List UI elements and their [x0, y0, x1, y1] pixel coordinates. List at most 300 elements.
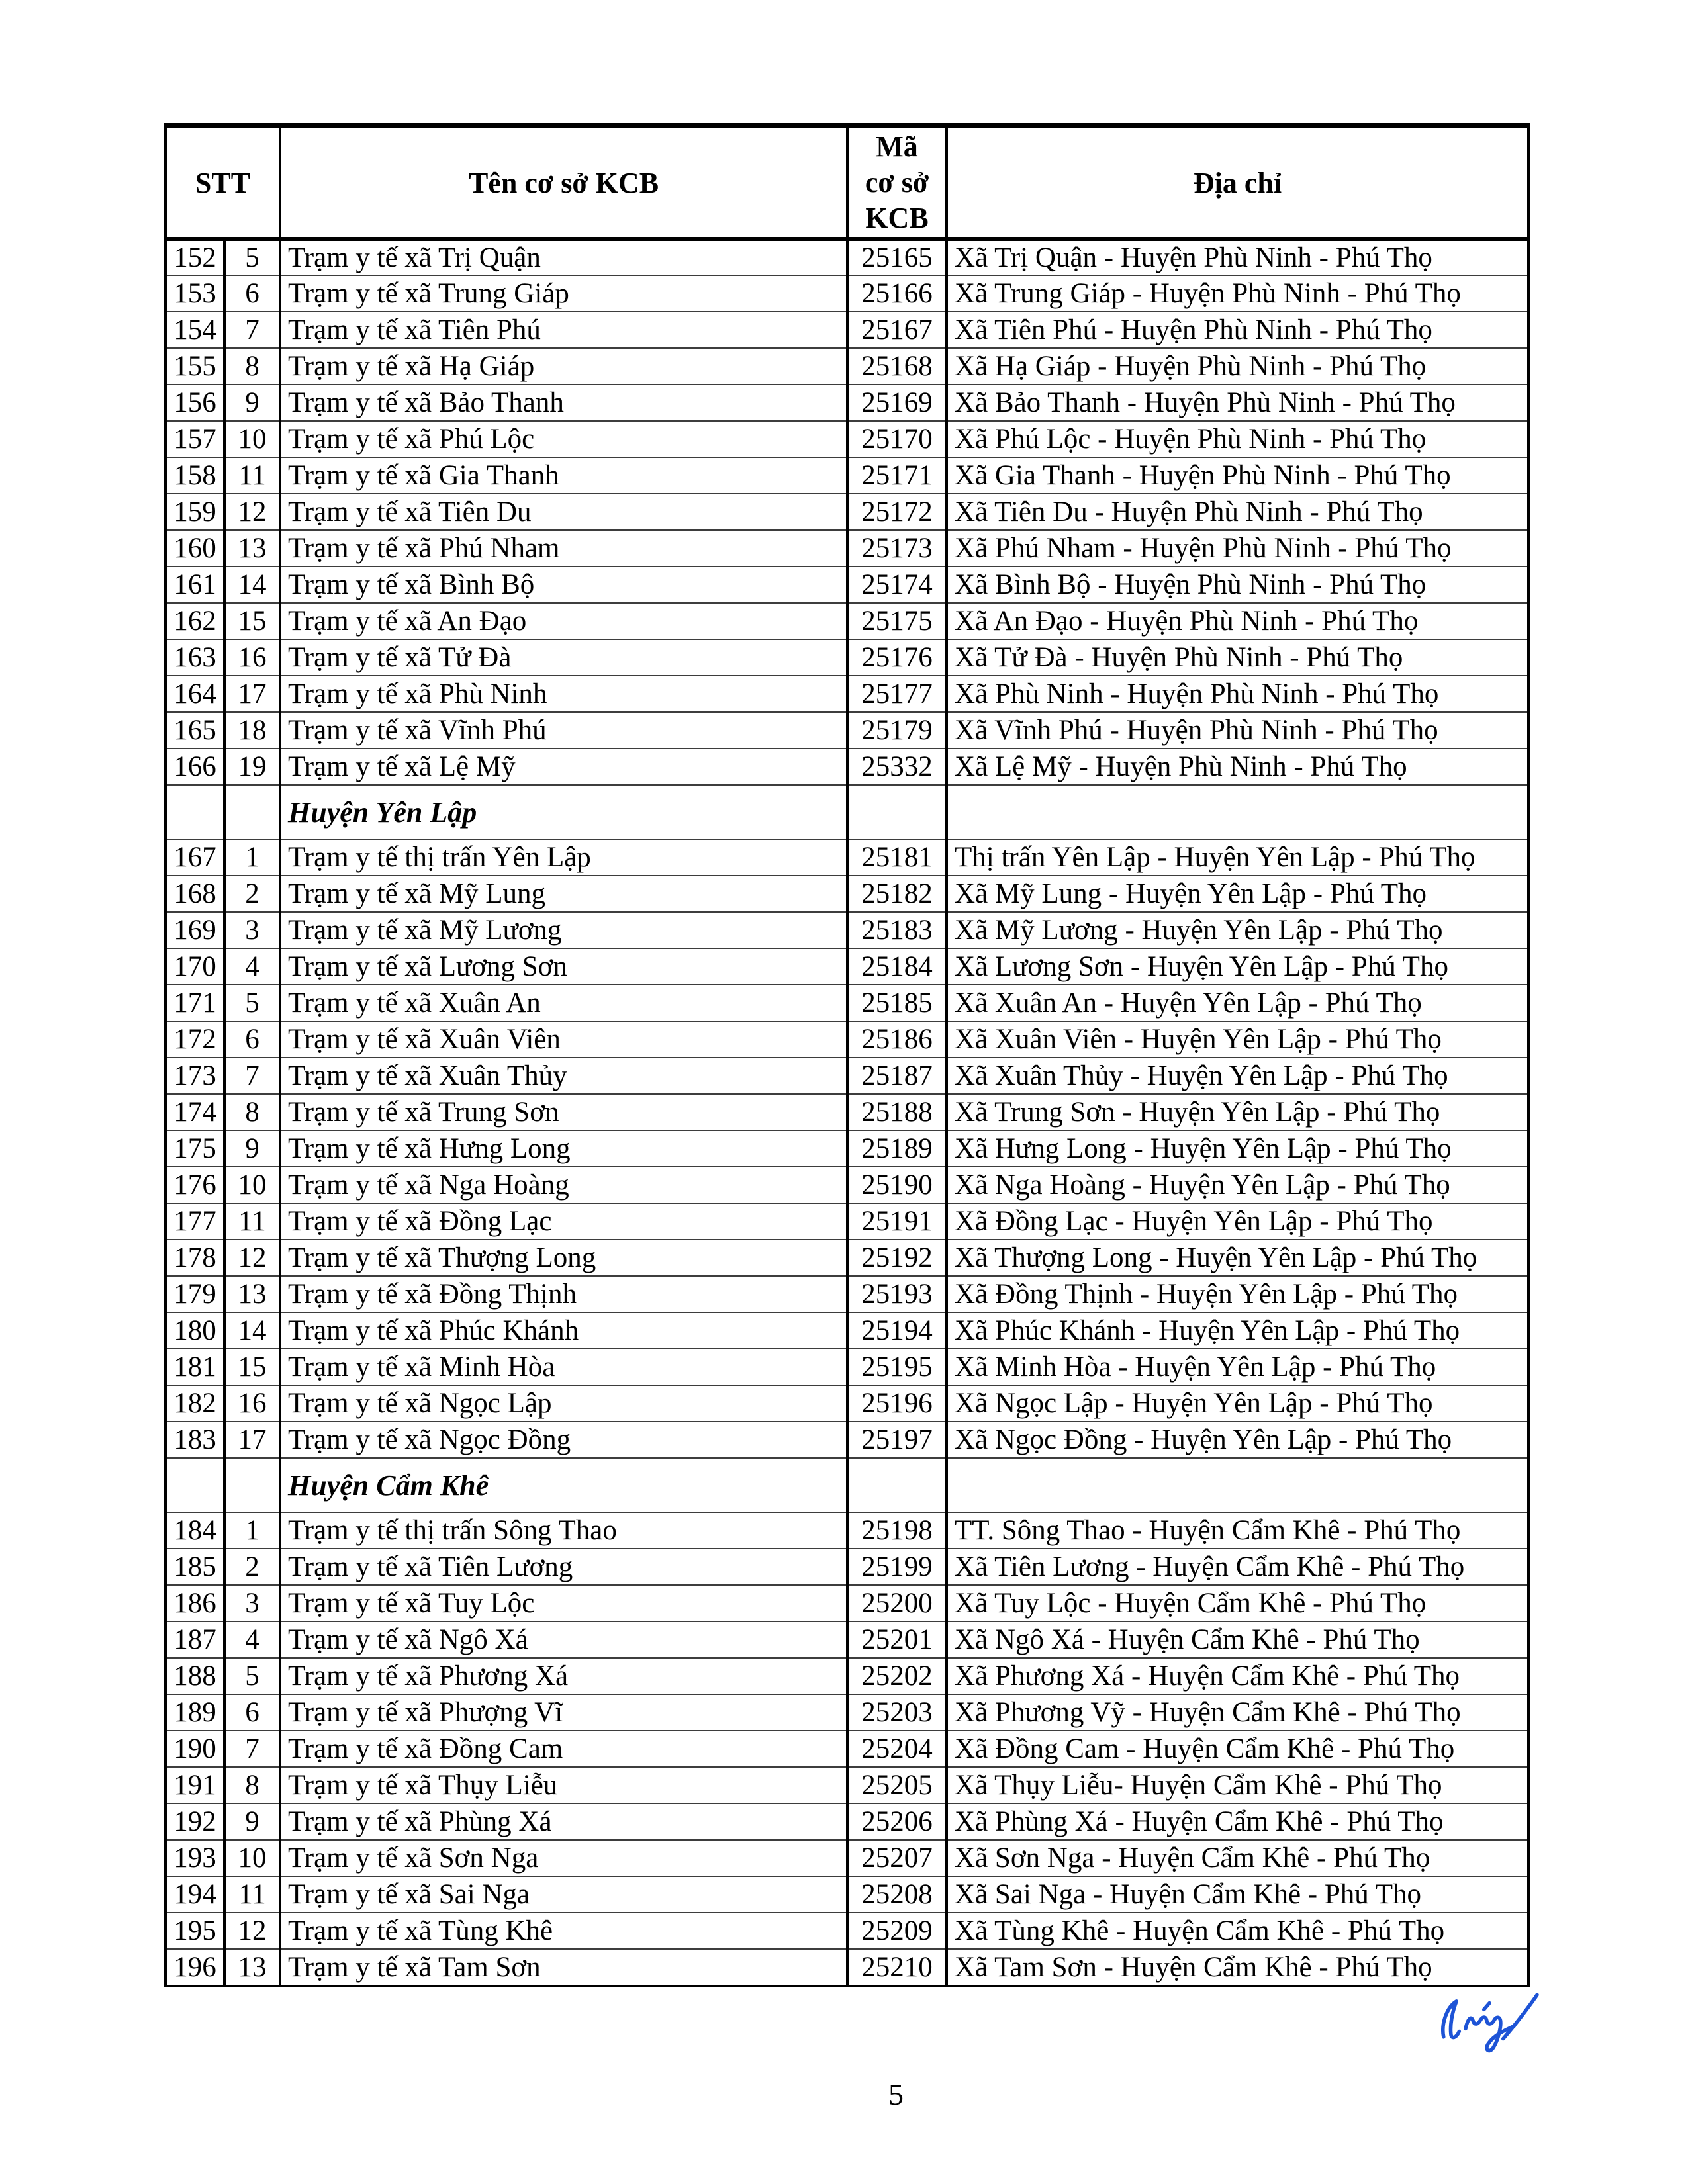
- table-row: [165, 1385, 1528, 1422]
- facility-name-cell: Trạm y tế xã Xuân Thủy: [280, 1058, 847, 1094]
- table-row: [165, 494, 1528, 530]
- table-row: [165, 1840, 1528, 1876]
- table-row: [165, 239, 1528, 275]
- address-cell: Xã Tuy Lộc - Huyện Cẩm Khê - Phú Thọ: [947, 1585, 1528, 1621]
- row-overall-number-cell: 152: [165, 239, 224, 275]
- address-cell: Xã Phú Nham - Huyện Phù Ninh - Phú Thọ: [947, 530, 1528, 567]
- facility-code-header-line1: Mã: [876, 130, 918, 163]
- district-name-label: Huyện Cẩm Khê: [280, 1458, 847, 1512]
- row-district-number-cell: 4: [224, 948, 280, 985]
- address-cell: Xã Tùng Khê - Huyện Cẩm Khê - Phú Thọ: [947, 1913, 1528, 1949]
- address-cell: Xã Đồng Lạc - Huyện Yên Lập - Phú Thọ: [947, 1203, 1528, 1240]
- facility-code-cell: 25168: [847, 348, 947, 385]
- row-district-number-cell: 13: [224, 1949, 280, 1985]
- row-overall-number-cell: 179: [165, 1276, 224, 1312]
- empty-cell: [847, 785, 947, 839]
- row-overall-number-cell: 191: [165, 1767, 224, 1803]
- address-cell: Xã Trung Giáp - Huyện Phù Ninh - Phú Thọ: [947, 275, 1528, 312]
- facility-code-cell: 25206: [847, 1803, 947, 1840]
- facility-name-cell: Trạm y tế xã Lương Sơn: [280, 948, 847, 985]
- facility-table-body: [165, 239, 1528, 1985]
- row-overall-number-cell: 170: [165, 948, 224, 985]
- facility-code-cell: 25197: [847, 1422, 947, 1458]
- address-cell: Xã Xuân Thủy - Huyện Yên Lập - Phú Thọ: [947, 1058, 1528, 1094]
- row-overall-number-cell: 193: [165, 1840, 224, 1876]
- address-cell: Xã Phùng Xá - Huyện Cẩm Khê - Phú Thọ: [947, 1803, 1528, 1840]
- row-district-number-cell: 12: [224, 1240, 280, 1276]
- stt-header-label: STT: [195, 166, 251, 199]
- table-row: [165, 1767, 1528, 1803]
- row-overall-number-cell: 163: [165, 639, 224, 676]
- stt-header: [165, 126, 280, 239]
- facility-code-cell: 25181: [847, 839, 947, 876]
- empty-cell: [847, 1458, 947, 1512]
- row-district-number-cell: 2: [224, 876, 280, 912]
- row-overall-number-cell: 184: [165, 1512, 224, 1549]
- row-overall-number-cell: 169: [165, 912, 224, 948]
- facility-code-cell: 25175: [847, 603, 947, 639]
- facility-code-cell: 25194: [847, 1312, 947, 1349]
- table-row: [165, 948, 1528, 985]
- facility-name-cell: Trạm y tế xã Ngô Xá: [280, 1621, 847, 1658]
- facility-name-cell: Trạm y tế xã Bảo Thanh: [280, 385, 847, 421]
- address-cell: Xã Mỹ Lương - Huyện Yên Lập - Phú Thọ: [947, 912, 1528, 948]
- row-district-number-cell: 9: [224, 385, 280, 421]
- facility-code-cell: 25199: [847, 1549, 947, 1585]
- table-row: [165, 1021, 1528, 1058]
- row-overall-number-cell: 182: [165, 1385, 224, 1422]
- row-district-number-cell: 5: [224, 1658, 280, 1694]
- address-cell: Xã Tử Đà - Huyện Phù Ninh - Phú Thọ: [947, 639, 1528, 676]
- row-district-number-cell: 14: [224, 567, 280, 603]
- facility-code-cell: 25184: [847, 948, 947, 985]
- address-cell: Xã Phương Vỹ - Huyện Cẩm Khê - Phú Thọ: [947, 1694, 1528, 1731]
- facility-name-cell: Trạm y tế xã Phù Ninh: [280, 676, 847, 712]
- table-row: [165, 639, 1528, 676]
- facility-code-cell: 25207: [847, 1840, 947, 1876]
- facility-name-cell: Trạm y tế xã Tử Đà: [280, 639, 847, 676]
- empty-cell: [947, 785, 1528, 839]
- facility-name-cell: Trạm y tế xã Tam Sơn: [280, 1949, 847, 1985]
- table-row: [165, 603, 1528, 639]
- signature-handwriting: [1430, 1982, 1549, 2062]
- row-overall-number-cell: 185: [165, 1549, 224, 1585]
- district-name-label: Huyện Yên Lập: [280, 785, 847, 839]
- facility-name-cell: Trạm y tế thị trấn Sông Thao: [280, 1512, 847, 1549]
- facility-code-cell: 25187: [847, 1058, 947, 1094]
- row-overall-number-cell: 195: [165, 1913, 224, 1949]
- row-district-number-cell: 6: [224, 275, 280, 312]
- facility-name-cell: Trạm y tế xã Ngọc Lập: [280, 1385, 847, 1422]
- address-cell: Xã Thụy Liễu- Huyện Cẩm Khê - Phú Thọ: [947, 1767, 1528, 1803]
- facility-name-cell: Trạm y tế xã Trung Giáp: [280, 275, 847, 312]
- row-overall-number-cell: 165: [165, 712, 224, 749]
- address-cell: Thị trấn Yên Lập - Huyện Yên Lập - Phú Thọ: [947, 839, 1528, 876]
- table-row: [165, 1422, 1528, 1458]
- facility-name-cell: Trạm y tế xã Hạ Giáp: [280, 348, 847, 385]
- facility-code-cell: 25196: [847, 1385, 947, 1422]
- row-overall-number-cell: 166: [165, 749, 224, 785]
- facility-code-cell: 25191: [847, 1203, 947, 1240]
- address-cell: Xã Tiên Lương - Huyện Cẩm Khê - Phú Thọ: [947, 1549, 1528, 1585]
- row-district-number-cell: 2: [224, 1549, 280, 1585]
- facility-name-cell: Trạm y tế xã Thượng Long: [280, 1240, 847, 1276]
- facility-name-cell: Trạm y tế xã Tuy Lộc: [280, 1585, 847, 1621]
- table-row: [165, 1512, 1528, 1549]
- row-overall-number-cell: 174: [165, 1094, 224, 1130]
- row-district-number-cell: 17: [224, 676, 280, 712]
- row-district-number-cell: 18: [224, 712, 280, 749]
- row-district-number-cell: 9: [224, 1803, 280, 1840]
- table-row: [165, 421, 1528, 457]
- row-overall-number-cell: 189: [165, 1694, 224, 1731]
- row-overall-number-cell: 153: [165, 275, 224, 312]
- row-district-number-cell: 11: [224, 457, 280, 494]
- table-row: [165, 530, 1528, 567]
- table-row: [165, 457, 1528, 494]
- address-cell: Xã Đồng Thịnh - Huyện Yên Lập - Phú Thọ: [947, 1276, 1528, 1312]
- row-overall-number-cell: 172: [165, 1021, 224, 1058]
- row-overall-number-cell: 157: [165, 421, 224, 457]
- table-row: [165, 1130, 1528, 1167]
- address-cell: Xã An Đạo - Huyện Phù Ninh - Phú Thọ: [947, 603, 1528, 639]
- row-district-number-cell: 8: [224, 1767, 280, 1803]
- empty-cell: [165, 1458, 224, 1512]
- row-overall-number-cell: 192: [165, 1803, 224, 1840]
- facility-code-cell: 25171: [847, 457, 947, 494]
- address-cell: Xã Bảo Thanh - Huyện Phù Ninh - Phú Thọ: [947, 385, 1528, 421]
- empty-cell: [165, 785, 224, 839]
- facility-code-cell: 25210: [847, 1949, 947, 1985]
- row-overall-number-cell: 177: [165, 1203, 224, 1240]
- facility-name-cell: Trạm y tế xã Đồng Lạc: [280, 1203, 847, 1240]
- address-cell: Xã Lương Sơn - Huyện Yên Lập - Phú Thọ: [947, 948, 1528, 985]
- facility-name-cell: Trạm y tế xã Ngọc Đồng: [280, 1422, 847, 1458]
- row-district-number-cell: 14: [224, 1312, 280, 1349]
- facility-name-cell: Trạm y tế xã Bình Bộ: [280, 567, 847, 603]
- row-district-number-cell: 15: [224, 1349, 280, 1385]
- facility-code-cell: 25332: [847, 749, 947, 785]
- empty-cell: [224, 1458, 280, 1512]
- row-district-number-cell: 10: [224, 1840, 280, 1876]
- address-cell: Xã Nga Hoàng - Huyện Yên Lập - Phú Thọ: [947, 1167, 1528, 1203]
- facility-name-cell: Trạm y tế xã Trung Sơn: [280, 1094, 847, 1130]
- row-overall-number-cell: 194: [165, 1876, 224, 1913]
- row-district-number-cell: 16: [224, 1385, 280, 1422]
- facility-name-cell: Trạm y tế xã Phúc Khánh: [280, 1312, 847, 1349]
- signature-stroke-initial: [1443, 2001, 1460, 2038]
- facility-name-cell: Trạm y tế xã Vĩnh Phú: [280, 712, 847, 749]
- address-cell: Xã Phương Xá - Huyện Cẩm Khê - Phú Thọ: [947, 1658, 1528, 1694]
- row-overall-number-cell: 178: [165, 1240, 224, 1276]
- address-cell: Xã Phú Lộc - Huyện Phù Ninh - Phú Thọ: [947, 421, 1528, 457]
- row-overall-number-cell: 161: [165, 567, 224, 603]
- row-district-number-cell: 11: [224, 1876, 280, 1913]
- facility-name-cell: Trạm y tế xã Phú Nham: [280, 530, 847, 567]
- table-row: [165, 876, 1528, 912]
- table-row: [165, 912, 1528, 948]
- facility-name-cell: Trạm y tế xã Xuân An: [280, 985, 847, 1021]
- facility-code-cell: 25195: [847, 1349, 947, 1385]
- address-cell: Xã Lệ Mỹ - Huyện Phù Ninh - Phú Thọ: [947, 749, 1528, 785]
- row-overall-number-cell: 160: [165, 530, 224, 567]
- address-cell: Xã Trị Quận - Huyện Phù Ninh - Phú Thọ: [947, 239, 1528, 275]
- row-district-number-cell: 3: [224, 1585, 280, 1621]
- facility-code-cell: 25179: [847, 712, 947, 749]
- signature-stroke-tick: [1484, 2003, 1489, 2010]
- table-row: [165, 985, 1528, 1021]
- address-cell: Xã Minh Hòa - Huyện Yên Lập - Phú Thọ: [947, 1349, 1528, 1385]
- facility-name-cell: Trạm y tế xã Phượng Vĩ: [280, 1694, 847, 1731]
- facility-code-header-line2: cơ sở: [865, 166, 929, 199]
- address-cell: Xã Ngọc Lập - Huyện Yên Lập - Phú Thọ: [947, 1385, 1528, 1422]
- facility-code-cell: 25176: [847, 639, 947, 676]
- signature-stroke-flourish: [1503, 1995, 1537, 2038]
- table-row: [165, 312, 1528, 348]
- table-row: [165, 749, 1528, 785]
- facility-table: [164, 123, 1530, 1987]
- row-district-number-cell: 10: [224, 421, 280, 457]
- table-row: [165, 1240, 1528, 1276]
- row-district-number-cell: 13: [224, 1276, 280, 1312]
- table-row: [165, 1876, 1528, 1913]
- empty-cell: [224, 785, 280, 839]
- table-row: [165, 1312, 1528, 1349]
- address-cell: Xã Mỹ Lung - Huyện Yên Lập - Phú Thọ: [947, 876, 1528, 912]
- address-cell: Xã Hưng Long - Huyện Yên Lập - Phú Thọ: [947, 1130, 1528, 1167]
- table-row: [165, 567, 1528, 603]
- facility-code-cell: 25169: [847, 385, 947, 421]
- row-overall-number-cell: 180: [165, 1312, 224, 1349]
- row-overall-number-cell: 156: [165, 385, 224, 421]
- facility-code-cell: 25182: [847, 876, 947, 912]
- facility-code-cell: 25192: [847, 1240, 947, 1276]
- row-overall-number-cell: 154: [165, 312, 224, 348]
- row-district-number-cell: 12: [224, 1913, 280, 1949]
- row-overall-number-cell: 187: [165, 1621, 224, 1658]
- address-cell: Xã Phúc Khánh - Huyện Yên Lập - Phú Thọ: [947, 1312, 1528, 1349]
- row-district-number-cell: 7: [224, 312, 280, 348]
- address-cell: Xã Ngọc Đồng - Huyện Yên Lập - Phú Thọ: [947, 1422, 1528, 1458]
- facility-code-cell: 25205: [847, 1767, 947, 1803]
- row-district-number-cell: 8: [224, 348, 280, 385]
- facility-name-cell: Trạm y tế xã Phùng Xá: [280, 1803, 847, 1840]
- district-section-row: [165, 1458, 1528, 1512]
- row-district-number-cell: 19: [224, 749, 280, 785]
- facility-code-cell: 25200: [847, 1585, 947, 1621]
- facility-name-cell: Trạm y tế xã Phương Xá: [280, 1658, 847, 1694]
- row-district-number-cell: 12: [224, 494, 280, 530]
- table-row: [165, 1276, 1528, 1312]
- row-district-number-cell: 3: [224, 912, 280, 948]
- facility-code-cell: 25172: [847, 494, 947, 530]
- row-district-number-cell: 15: [224, 603, 280, 639]
- row-overall-number-cell: 183: [165, 1422, 224, 1458]
- facility-code-cell: 25170: [847, 421, 947, 457]
- row-district-number-cell: 6: [224, 1694, 280, 1731]
- row-overall-number-cell: 164: [165, 676, 224, 712]
- facility-code-cell: 25209: [847, 1913, 947, 1949]
- facility-name-cell: Trạm y tế xã Thụy Liễu: [280, 1767, 847, 1803]
- row-overall-number-cell: 171: [165, 985, 224, 1021]
- row-district-number-cell: 16: [224, 639, 280, 676]
- facility-code-cell: 25198: [847, 1512, 947, 1549]
- facility-code-cell: 25166: [847, 275, 947, 312]
- row-overall-number-cell: 181: [165, 1349, 224, 1385]
- row-overall-number-cell: 188: [165, 1658, 224, 1694]
- facility-code-cell: 25173: [847, 530, 947, 567]
- table-row: [165, 1094, 1528, 1130]
- facility-name-cell: Trạm y tế xã Đồng Thịnh: [280, 1276, 847, 1312]
- address-cell: Xã Vĩnh Phú - Huyện Phù Ninh - Phú Thọ: [947, 712, 1528, 749]
- facility-code-cell: 25189: [847, 1130, 947, 1167]
- row-overall-number-cell: 173: [165, 1058, 224, 1094]
- table-row: [165, 1621, 1528, 1658]
- table-row: [165, 676, 1528, 712]
- row-district-number-cell: 5: [224, 239, 280, 275]
- address-cell: Xã Xuân Viên - Huyện Yên Lập - Phú Thọ: [947, 1021, 1528, 1058]
- facility-name-cell: Trạm y tế xã Phú Lộc: [280, 421, 847, 457]
- empty-cell: [947, 1458, 1528, 1512]
- facility-name-cell: Trạm y tế xã Tiên Du: [280, 494, 847, 530]
- row-district-number-cell: 13: [224, 530, 280, 567]
- row-district-number-cell: 17: [224, 1422, 280, 1458]
- address-header-label: Địa chỉ: [1193, 166, 1282, 199]
- row-district-number-cell: 10: [224, 1167, 280, 1203]
- facility-name-header-label: Tên cơ sở KCB: [468, 166, 659, 199]
- facility-name-cell: Trạm y tế xã Nga Hoàng: [280, 1167, 847, 1203]
- facility-name-cell: Trạm y tế xã Lệ Mỹ: [280, 749, 847, 785]
- table-row: [165, 348, 1528, 385]
- facility-code-cell: 25202: [847, 1658, 947, 1694]
- row-overall-number-cell: 162: [165, 603, 224, 639]
- facility-name-cell: Trạm y tế xã Trị Quận: [280, 239, 847, 275]
- table-row: [165, 1349, 1528, 1385]
- facility-name-cell: Trạm y tế xã Hưng Long: [280, 1130, 847, 1167]
- address-cell: Xã Tam Sơn - Huyện Cẩm Khê - Phú Thọ: [947, 1949, 1528, 1985]
- header-row: [165, 126, 1528, 239]
- table-row: [165, 385, 1528, 421]
- address-cell: Xã Bình Bộ - Huyện Phù Ninh - Phú Thọ: [947, 567, 1528, 603]
- table-row: [165, 275, 1528, 312]
- address-header: [947, 126, 1528, 239]
- facility-code-cell: 25174: [847, 567, 947, 603]
- table-header: [165, 126, 1528, 239]
- table-row: [165, 1585, 1528, 1621]
- table-row: [165, 1731, 1528, 1767]
- facility-code-cell: 25208: [847, 1876, 947, 1913]
- address-cell: Xã Ngô Xá - Huyện Cẩm Khê - Phú Thọ: [947, 1621, 1528, 1658]
- row-overall-number-cell: 167: [165, 839, 224, 876]
- table-row: [165, 1803, 1528, 1840]
- address-cell: Xã Phù Ninh - Huyện Phù Ninh - Phú Thọ: [947, 676, 1528, 712]
- facility-name-cell: Trạm y tế xã Xuân Viên: [280, 1021, 847, 1058]
- row-district-number-cell: 8: [224, 1094, 280, 1130]
- address-cell: Xã Xuân An - Huyện Yên Lập - Phú Thọ: [947, 985, 1528, 1021]
- row-district-number-cell: 7: [224, 1058, 280, 1094]
- facility-code-header-line3: KCB: [865, 202, 929, 234]
- row-overall-number-cell: 158: [165, 457, 224, 494]
- facility-name-cell: Trạm y tế xã Tiên Lương: [280, 1549, 847, 1585]
- address-cell: Xã Tiên Du - Huyện Phù Ninh - Phú Thọ: [947, 494, 1528, 530]
- facility-name-cell: Trạm y tế xã Tùng Khê: [280, 1913, 847, 1949]
- facility-code-cell: 25167: [847, 312, 947, 348]
- table-row: [165, 1949, 1528, 1985]
- facility-code-cell: 25188: [847, 1094, 947, 1130]
- table-row: [165, 712, 1528, 749]
- address-cell: Xã Sai Nga - Huyện Cẩm Khê - Phú Thọ: [947, 1876, 1528, 1913]
- facility-code-cell: 25177: [847, 676, 947, 712]
- facility-name-header: [280, 126, 847, 239]
- row-district-number-cell: 1: [224, 839, 280, 876]
- facility-code-cell: 25204: [847, 1731, 947, 1767]
- address-cell: Xã Gia Thanh - Huyện Phù Ninh - Phú Thọ: [947, 457, 1528, 494]
- row-overall-number-cell: 190: [165, 1731, 224, 1767]
- facility-code-cell: 25193: [847, 1276, 947, 1312]
- row-overall-number-cell: 168: [165, 876, 224, 912]
- row-overall-number-cell: 175: [165, 1130, 224, 1167]
- facility-code-cell: 25190: [847, 1167, 947, 1203]
- address-cell: Xã Sơn Nga - Huyện Cẩm Khê - Phú Thọ: [947, 1840, 1528, 1876]
- facility-code-cell: 25183: [847, 912, 947, 948]
- address-cell: Xã Thượng Long - Huyện Yên Lập - Phú Thọ: [947, 1240, 1528, 1276]
- table-row: [165, 1203, 1528, 1240]
- address-cell: Xã Đồng Cam - Huyện Cẩm Khê - Phú Thọ: [947, 1731, 1528, 1767]
- page-number: 5: [888, 2077, 904, 2111]
- row-district-number-cell: 5: [224, 985, 280, 1021]
- address-cell: Xã Trung Sơn - Huyện Yên Lập - Phú Thọ: [947, 1094, 1528, 1130]
- facility-name-cell: Trạm y tế xã Sai Nga: [280, 1876, 847, 1913]
- facility-code-cell: 25186: [847, 1021, 947, 1058]
- facility-code-cell: 25185: [847, 985, 947, 1021]
- facility-name-cell: Trạm y tế thị trấn Yên Lập: [280, 839, 847, 876]
- row-district-number-cell: 11: [224, 1203, 280, 1240]
- address-cell: Xã Hạ Giáp - Huyện Phù Ninh - Phú Thọ: [947, 348, 1528, 385]
- facility-name-cell: Trạm y tế xã Tiên Phú: [280, 312, 847, 348]
- facility-name-cell: Trạm y tế xã Sơn Nga: [280, 1840, 847, 1876]
- table-row: [165, 1658, 1528, 1694]
- facility-code-cell: 25201: [847, 1621, 947, 1658]
- row-district-number-cell: 4: [224, 1621, 280, 1658]
- row-district-number-cell: 1: [224, 1512, 280, 1549]
- district-section-row: [165, 785, 1528, 839]
- row-district-number-cell: 9: [224, 1130, 280, 1167]
- row-overall-number-cell: 176: [165, 1167, 224, 1203]
- facility-code-cell: 25203: [847, 1694, 947, 1731]
- facility-name-cell: Trạm y tế xã Minh Hòa: [280, 1349, 847, 1385]
- row-overall-number-cell: 159: [165, 494, 224, 530]
- table-row: [165, 1167, 1528, 1203]
- address-cell: Xã Tiên Phú - Huyện Phù Ninh - Phú Thọ: [947, 312, 1528, 348]
- facility-code-header: [847, 126, 947, 239]
- table-row: [165, 1549, 1528, 1585]
- row-overall-number-cell: 155: [165, 348, 224, 385]
- row-overall-number-cell: 196: [165, 1949, 224, 1985]
- table-row: [165, 839, 1528, 876]
- facility-code-cell: 25165: [847, 239, 947, 275]
- table-row: [165, 1058, 1528, 1094]
- table-row: [165, 1913, 1528, 1949]
- facility-name-cell: Trạm y tế xã Mỹ Lương: [280, 912, 847, 948]
- address-cell: TT. Sông Thao - Huyện Cẩm Khê - Phú Thọ: [947, 1512, 1528, 1549]
- facility-name-cell: Trạm y tế xã Gia Thanh: [280, 457, 847, 494]
- row-overall-number-cell: 186: [165, 1585, 224, 1621]
- row-district-number-cell: 6: [224, 1021, 280, 1058]
- row-district-number-cell: 7: [224, 1731, 280, 1767]
- facility-name-cell: Trạm y tế xã An Đạo: [280, 603, 847, 639]
- table-row: [165, 1694, 1528, 1731]
- facility-name-cell: Trạm y tế xã Mỹ Lung: [280, 876, 847, 912]
